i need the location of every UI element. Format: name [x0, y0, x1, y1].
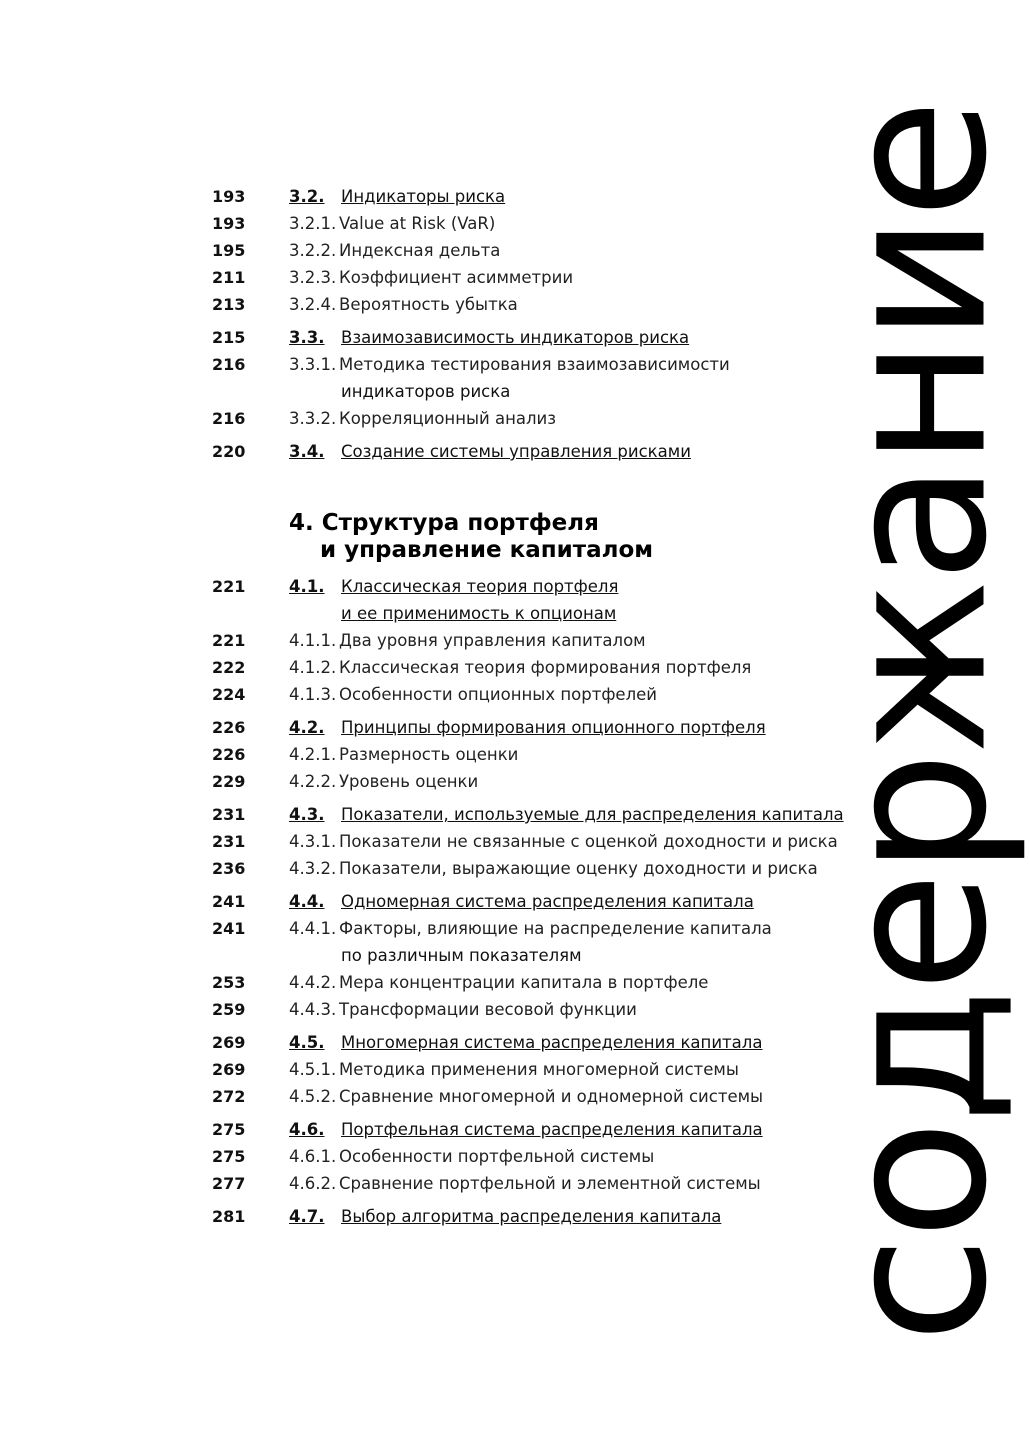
page-number: 213 [212, 295, 246, 314]
entry-title: Методика применения многомерной системы [339, 1060, 739, 1079]
chapter-heading-line-2: и управление капиталом [320, 537, 654, 563]
page-number: 222 [212, 658, 246, 677]
entry-number: 4.7. [289, 1207, 325, 1226]
entry-number: 4.3.2. [289, 859, 337, 878]
entry-text [289, 771, 478, 793]
entry-title: Корреляционный анализ [339, 409, 557, 428]
entry-title: Индикаторы риска [341, 187, 506, 206]
entry-number: 3.3.2. [289, 409, 337, 428]
entry-text [289, 1059, 739, 1081]
page-number: 216 [212, 409, 246, 428]
entry-title: Одномерная система распределения капитала [341, 892, 754, 911]
entry-text [289, 1146, 654, 1168]
page-number: 215 [212, 328, 246, 347]
page-number: 231 [212, 805, 246, 824]
entry-number: 4.5.2. [289, 1087, 337, 1106]
toc-section-entry[interactable] [212, 1032, 842, 1059]
entry-text [289, 1086, 763, 1108]
chapter-heading-line-1: 4. Структура портфеля [289, 510, 599, 536]
entry-number: 4.3.1. [289, 832, 337, 851]
entry-title: Трансформации весовой функции [339, 1000, 637, 1019]
entry-text [289, 267, 573, 289]
entry-title: Выбор алгоритма распределения капитала [341, 1207, 722, 1226]
toc-group-chapter-4 [212, 576, 842, 1233]
toc-group-chapter-3 [212, 186, 842, 468]
toc-subsection-entry[interactable] [212, 918, 842, 972]
entry-number: 4.2.2. [289, 772, 337, 791]
entry-title: Особенности портфельной системы [339, 1147, 655, 1166]
toc-section-entry[interactable] [212, 717, 842, 744]
entry-text [289, 831, 838, 853]
entry-number: 4.2. [289, 718, 325, 737]
entry-text [289, 891, 754, 913]
toc-subsection-entry[interactable] [212, 630, 842, 657]
table-of-contents [212, 186, 842, 1233]
entry-number: 4.5.1. [289, 1060, 337, 1079]
toc-subsection-entry[interactable] [212, 267, 842, 294]
vertical-heading-text: содержание [802, 102, 1030, 1343]
entry-text [289, 918, 772, 940]
chapter-heading [212, 510, 842, 564]
entry-number: 4.2.1. [289, 745, 337, 764]
toc-subsection-entry[interactable] [212, 1059, 842, 1086]
entry-text [289, 804, 844, 826]
page-number: 224 [212, 685, 246, 704]
entry-number: 3.2. [289, 187, 325, 206]
page-number: 253 [212, 973, 246, 992]
page-number: 226 [212, 718, 246, 737]
entry-text [289, 999, 637, 1021]
entry-title: Создание системы управления рисками [341, 442, 691, 461]
page-number: 229 [212, 772, 246, 791]
entry-text [289, 717, 766, 739]
toc-subsection-entry[interactable] [212, 771, 842, 798]
entry-text [289, 1119, 763, 1141]
entry-text [289, 1032, 762, 1054]
entry-number: 3.4. [289, 442, 325, 461]
entry-text [289, 744, 518, 766]
entry-title: Сравнение портфельной и элементной системы [339, 1174, 761, 1193]
toc-subsection-entry[interactable] [212, 999, 842, 1026]
toc-subsection-entry[interactable] [212, 972, 842, 999]
entry-title: Размерность оценки [339, 745, 519, 764]
toc-subsection-entry[interactable] [212, 213, 842, 240]
entry-text [289, 684, 657, 706]
entry-number: 4.1.2. [289, 658, 337, 677]
entry-text [289, 1173, 761, 1195]
entry-number: 4.6. [289, 1120, 325, 1139]
entry-number: 3.3. [289, 328, 325, 347]
entry-number: 4.5. [289, 1033, 325, 1052]
page-number: 211 [212, 268, 246, 287]
entry-text [289, 240, 500, 262]
entry-title: Два уровня управления капиталом [339, 631, 646, 650]
page-number: 221 [212, 631, 246, 650]
toc-section-entry[interactable] [212, 576, 842, 630]
entry-title: Уровень оценки [339, 772, 479, 791]
entry-number: 4.4. [289, 892, 325, 911]
toc-section-entry[interactable] [212, 1119, 842, 1146]
page-number: 275 [212, 1147, 246, 1166]
entry-number: 3.2.1. [289, 214, 337, 233]
entry-title-continuation: по различным показателям [341, 946, 582, 965]
page-number: 195 [212, 241, 246, 260]
entry-title: Value at Risk (VaR) [339, 214, 496, 233]
entry-title: Принципы формирования опционного портфеля [341, 718, 766, 737]
page-number: 275 [212, 1120, 246, 1139]
entry-text [289, 354, 730, 376]
toc-subsection-entry[interactable] [212, 240, 842, 267]
entry-text [289, 630, 646, 652]
page-number: 231 [212, 832, 246, 851]
entry-title: Методика тестирования взаимозависимости [339, 355, 730, 374]
page-number: 241 [212, 919, 246, 938]
toc-subsection-entry[interactable] [212, 1146, 842, 1173]
page-number: 259 [212, 1000, 246, 1019]
page-number: 216 [212, 355, 246, 374]
page-number: 193 [212, 187, 246, 206]
entry-number: 4.6.2. [289, 1174, 337, 1193]
entry-text [289, 186, 505, 208]
page-number: 226 [212, 745, 246, 764]
page-number: 272 [212, 1087, 246, 1106]
toc-subsection-entry[interactable] [212, 354, 842, 408]
toc-subsection-entry[interactable] [212, 1086, 842, 1113]
entry-number: 4.3. [289, 805, 325, 824]
entry-number: 4.1.1. [289, 631, 337, 650]
toc-section-entry[interactable] [212, 891, 842, 918]
page-number: 281 [212, 1207, 246, 1226]
entry-title: Показатели, выражающие оценку доходности и риска [339, 859, 818, 878]
entry-text [289, 858, 818, 880]
toc-section-entry[interactable] [212, 327, 842, 354]
toc-subsection-entry[interactable] [212, 831, 842, 858]
entry-number: 3.2.2. [289, 241, 337, 260]
entry-number: 4.4.2. [289, 973, 337, 992]
toc-subsection-entry[interactable] [212, 1173, 842, 1200]
entry-title: Сравнение многомерной и одномерной системы [339, 1087, 764, 1106]
entry-number: 4.1. [289, 577, 325, 596]
entry-title: Классическая теория портфеля [341, 577, 619, 596]
page-number: 269 [212, 1060, 246, 1079]
entry-text [289, 576, 618, 598]
toc-subsection-entry[interactable] [212, 294, 842, 321]
entry-number: 4.1.3. [289, 685, 337, 704]
entry-number: 3.2.3. [289, 268, 337, 287]
page-number: 221 [212, 577, 246, 596]
page-number: 193 [212, 214, 246, 233]
entry-title: Индексная дельта [339, 241, 501, 260]
entry-title: Вероятность убытка [339, 295, 518, 314]
entry-text [289, 327, 689, 349]
toc-subsection-entry[interactable] [212, 408, 842, 435]
entry-title: Мера концентрации капитала в портфеле [339, 973, 709, 992]
entry-text [289, 657, 751, 679]
entry-title: Коэффициент асимметрии [339, 268, 574, 287]
entry-text [289, 1206, 721, 1228]
toc-section-entry[interactable] [212, 441, 842, 468]
entry-number: 4.4.3. [289, 1000, 337, 1019]
toc-subsection-entry[interactable] [212, 684, 842, 711]
entry-number: 3.3.1. [289, 355, 337, 374]
entry-title: Многомерная система распределения капитала [341, 1033, 763, 1052]
entry-title: Показатели не связанные с оценкой доходности и риска [339, 832, 838, 851]
entry-title: Взаимозависимость индикаторов риска [341, 328, 690, 347]
entry-title: Факторы, влияющие на распределение капитала [339, 919, 772, 938]
entry-number: 4.4.1. [289, 919, 337, 938]
entry-title-continuation: индикаторов риска [341, 382, 511, 401]
entry-text [289, 408, 556, 430]
page-number: 236 [212, 859, 246, 878]
page-number: 220 [212, 442, 246, 461]
toc-section-entry[interactable] [212, 186, 842, 213]
entry-title: Особенности опционных портфелей [339, 685, 657, 704]
toc-section-entry[interactable] [212, 1206, 842, 1233]
page-number: 277 [212, 1174, 246, 1193]
entry-title: Портфельная система распределения капитала [341, 1120, 763, 1139]
entry-title-continuation: и ее применимость к опционам [341, 604, 617, 623]
entry-text [289, 972, 708, 994]
page-number: 241 [212, 892, 246, 911]
entry-text [289, 294, 518, 316]
entry-number: 3.2.4. [289, 295, 337, 314]
entry-text [289, 213, 495, 235]
toc-subsection-entry[interactable] [212, 744, 842, 771]
toc-subsection-entry[interactable] [212, 657, 842, 684]
entry-title: Показатели, используемые для распределения капитала [341, 805, 844, 824]
entry-title: Классическая теория формирования портфеля [339, 658, 752, 677]
entry-text [289, 441, 691, 463]
toc-subsection-entry[interactable] [212, 858, 842, 885]
page-number: 269 [212, 1033, 246, 1052]
entry-number: 4.6.1. [289, 1147, 337, 1166]
toc-section-entry[interactable] [212, 804, 842, 831]
vertical-heading [802, 20, 1030, 1425]
